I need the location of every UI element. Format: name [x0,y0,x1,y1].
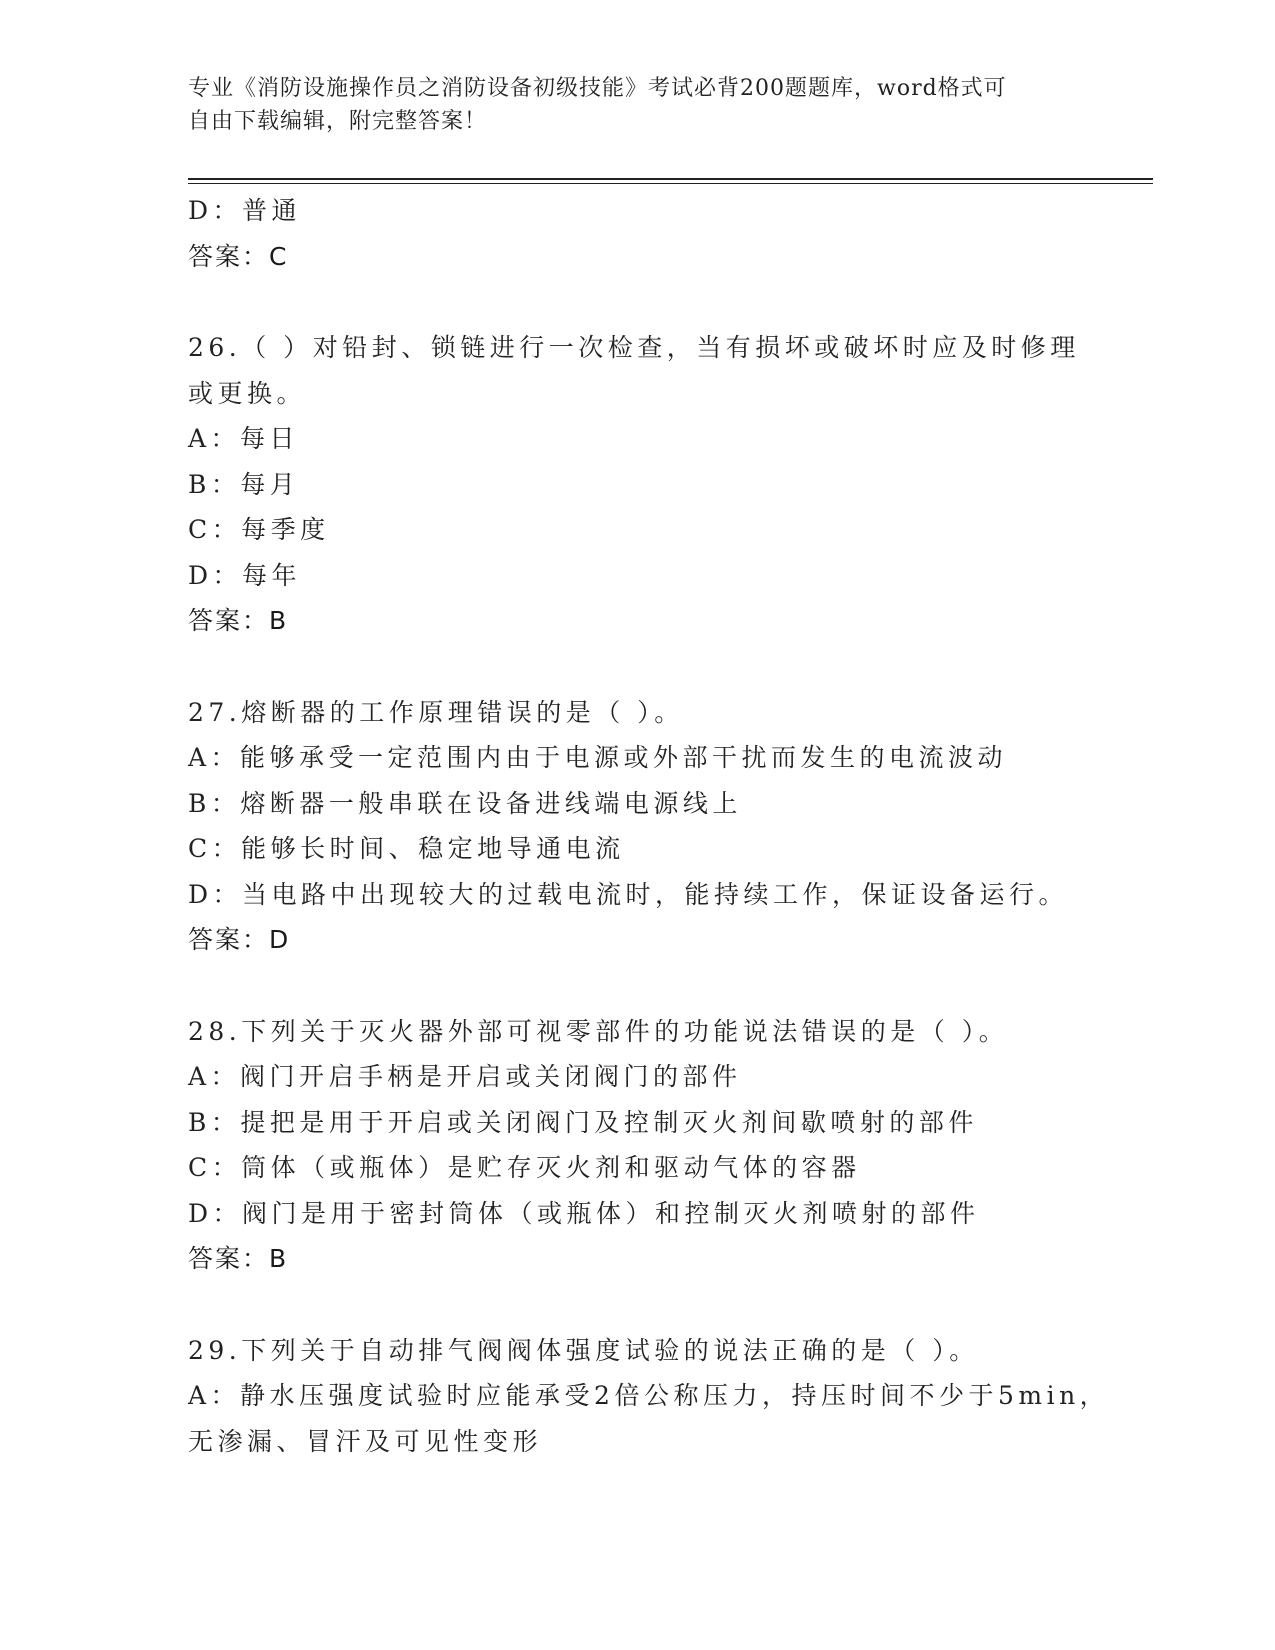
option-b: B：提把是用于开启或关闭阀门及控制灭火剂间歇喷射的部件 [188,1107,978,1137]
question-gap [188,644,1088,690]
document-body [188,188,1110,1464]
answer-line: 答案：B [188,1244,289,1273]
question-27 [188,690,1088,963]
prev-answer: 答案：C [188,241,289,271]
option-b: B：熔断器一般串联在设备进线端电源线上 [188,788,742,818]
header-divider-thin [188,183,1153,184]
option-c: C：每季度 [188,515,330,544]
option-c: C：能够长时间、稳定地导通电流 [188,834,625,863]
option-a: A：能够承受一定范围内由于电源或外部干扰而发生的电流波动 [188,743,1008,772]
question-29 [188,1328,1110,1465]
option-d: D：阀门是用于密封筒体（或瓶体）和控制灭火剂喷射的部件 [188,1198,980,1228]
question-gap [188,1282,1088,1328]
question-gap [188,279,1088,325]
option-a: A：静水压强度试验时应能承受2倍公称压力，持压时间不少于5min， [188,1381,1110,1410]
header-line-1: 专业《消防设施操作员之消防设备初级技能》考试必背200题题库，word格式可 [188,76,1007,101]
prev-option-d: D：普通 [188,196,302,225]
header-divider-thick [188,178,1153,180]
header-line-2: 自由下载编辑，附完整答案！ [188,109,488,134]
answer-line: 答案：B [188,606,289,635]
question-gap [188,963,1088,1009]
option-c: C：筒体（或瓶体）是贮存灭火剂和驱动气体的容器 [188,1153,861,1182]
option-d: D：当电路中出现较大的过载电流时，能持续工作，保证设备运行。 [188,879,1069,909]
question-28 [188,1009,1088,1282]
option-a-continued: 无渗漏、冒汗及可见性变形 [188,1426,543,1456]
question-stem: 27.熔断器的工作原理错误的是（ ）。 [188,697,684,727]
option-d: D：每年 [188,560,302,590]
question-stem: 26.（ ）对铅封、锁链进行一次检查，当有损坏或破坏时应及时修理 [188,333,1080,362]
option-a: A：每日 [188,424,300,453]
question-stem: 29.下列关于自动排气阀阀体强度试验的说法正确的是（ ）。 [188,1335,979,1365]
question-stem-continued: 或更换。 [188,378,307,408]
option-b: B：每月 [188,469,300,499]
question-stem: 28.下列关于灭火器外部可视零部件的功能说法错误的是（ ）。 [188,1016,1009,1046]
answer-line: 答案：D [188,925,291,954]
page-header [188,72,1068,138]
option-a: A：阀门开启手柄是开启或关闭阀门的部件 [188,1062,742,1091]
question-26 [188,325,1088,644]
